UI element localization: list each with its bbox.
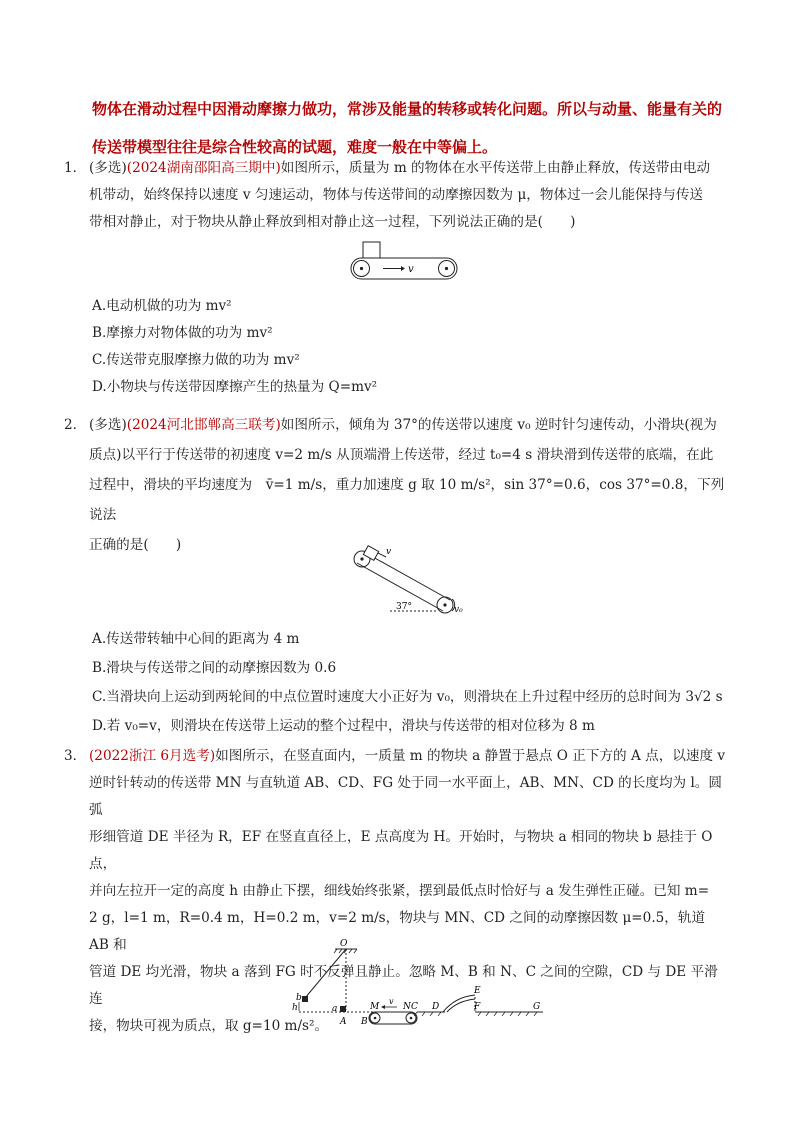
label-G: G (533, 1002, 541, 1012)
question-stem: 接，物块可视为质点，取 g=10 m/s²。 (89, 1018, 329, 1034)
question-stem: 如图所示，质量为 m 的物体在水平传送带上由静止释放，传送带由电动 (280, 160, 711, 176)
slider-block (363, 546, 378, 561)
option-a: A.电动机做的功为 mv² (92, 298, 232, 314)
option-b: B.摩擦力对物体做的功为 mv² (92, 325, 273, 341)
v0-label: v₀ (454, 605, 463, 615)
question-stem: 管道 DE 均光滑，物块 a 落到 FG 时不反弹且静止。忽略 M、B 和 N、C 之间的空隙，CD 与 DE 平滑连 (89, 964, 718, 1007)
option-a: A.传送带转轴中心间的距离为 4 m (92, 631, 300, 647)
question-stem: 带相对静止，对于物块从静止释放到相对静止这一过程，下列说法正确的是( ) (89, 214, 576, 230)
question-number: 3． (64, 748, 87, 764)
question-tag: (多选) (89, 417, 127, 433)
options-q1 (92, 293, 377, 401)
options-q2 (92, 625, 723, 741)
block-b (302, 996, 308, 1002)
question-number: 2． (64, 417, 87, 433)
question-1 (64, 155, 729, 236)
v-label: v (386, 547, 392, 557)
velocity-label: v (408, 264, 414, 275)
option-c: C.传送带克服摩擦力做的功为 mv² (92, 352, 300, 368)
question-stem: 形细管道 DE 半径为 R，EF 在竖直直径上，E 点高度为 H。开始时，与物块 a 相同的物块 b 悬挂于 O 点， (89, 829, 713, 872)
label-a: a (332, 1004, 338, 1014)
question-stem: 如图所示，在竖直面内，一质量 m 的物块 a 静置于悬点 O 正下方的 A 点，以速度 v (215, 748, 726, 764)
question-stem: 机带动，始终保持以速度 v 匀速运动，物体与传送带间的动摩擦因数为 μ，物体过一会儿能保持与传送 (89, 187, 704, 203)
intro-text: 物体在滑动过程中因滑动摩擦力做功，常涉及能量的转移或转化问题。所以与动量、能量有关的传送带模型往往是综合性较高的试题，难度一般在中等偏上。 (92, 100, 723, 156)
label-h: h (292, 1003, 298, 1013)
incline-belt-diagram (350, 545, 475, 617)
question-stem: 如图所示，倾角为 37°的传送带以速度 v₀ 逆时针匀速传动，小滑块(视为 (280, 417, 717, 433)
label-N: N (403, 1002, 411, 1012)
block (363, 242, 380, 258)
question-tag: (多选) (89, 160, 127, 176)
angle-label: 37° (396, 602, 412, 612)
question-stem: 并向左拉开一定的高度 h 由静止下摆，细线始终张紧，摆到最低点时恰好与 a 发生弹性正碰。已知 m= (89, 883, 710, 899)
question-stem: 正确的是( ) (89, 537, 182, 553)
label-F: F (474, 1002, 481, 1012)
question-stem: 逆时针转动的传送带 MN 与直轨道 AB、CD、FG 处于同一水平面上，AB、MN、CD 的长度均为 l。圆弧 (89, 775, 722, 818)
question-2 (64, 410, 729, 560)
conveyor-belt-diagram (345, 238, 465, 282)
string (305, 949, 346, 998)
question-source: (2022浙江 6月选考) (89, 748, 216, 764)
question-stem: 质点)以平行于传送带的初速度 v=2 m/s 从顶端滑上传送带，经过 t₀=4 s 滑块滑到传送带的底端，在此 (89, 447, 714, 463)
block-a (340, 1006, 346, 1012)
pendulum-track-diagram (285, 935, 550, 1030)
label-v: v (389, 997, 394, 1006)
label-M: M (370, 1002, 380, 1012)
question-stem: 过程中，滑块的平均速度为 v̄=1 m/s，重力加速度 g 取 10 m/s²，sin 37°=0.6，cos 37°=0.8，下列说法 (89, 477, 725, 523)
label-E: E (474, 986, 481, 996)
question-number: 1． (64, 160, 87, 176)
option-b: B.滑块与传送带之间的动摩擦因数为 0.6 (92, 660, 337, 676)
option-d: D.若 v₀=v，则滑块在传送带上运动的整个过程中，滑块与传送带的相对位移为 8 m (92, 718, 595, 734)
label-b: b (296, 993, 302, 1003)
label-O: O (340, 939, 348, 949)
option-c: C.当滑块向上运动到两轮间的中点位置时速度大小正好为 v₀，则滑块在上升过程中经历的总时间为 3√2 s (92, 689, 723, 705)
label-D: D (432, 1002, 440, 1012)
question-source: (2024河北邯郸高三联考) (126, 417, 281, 433)
option-d: D.小物块与传送带因摩擦产生的热量为 Q=mv² (92, 379, 378, 395)
label-A: A (340, 1017, 347, 1027)
label-B: B (361, 1017, 368, 1027)
question-source: (2024湖南邵阳高三期中) (126, 160, 281, 176)
label-C: C (411, 1002, 418, 1012)
question-stem: 2 g，l=1 m，R=0.4 m，H=0.2 m，v=2 m/s，物块与 MN、CD 之间的动摩擦因数 μ=0.5，轨道 AB 和 (89, 910, 706, 953)
